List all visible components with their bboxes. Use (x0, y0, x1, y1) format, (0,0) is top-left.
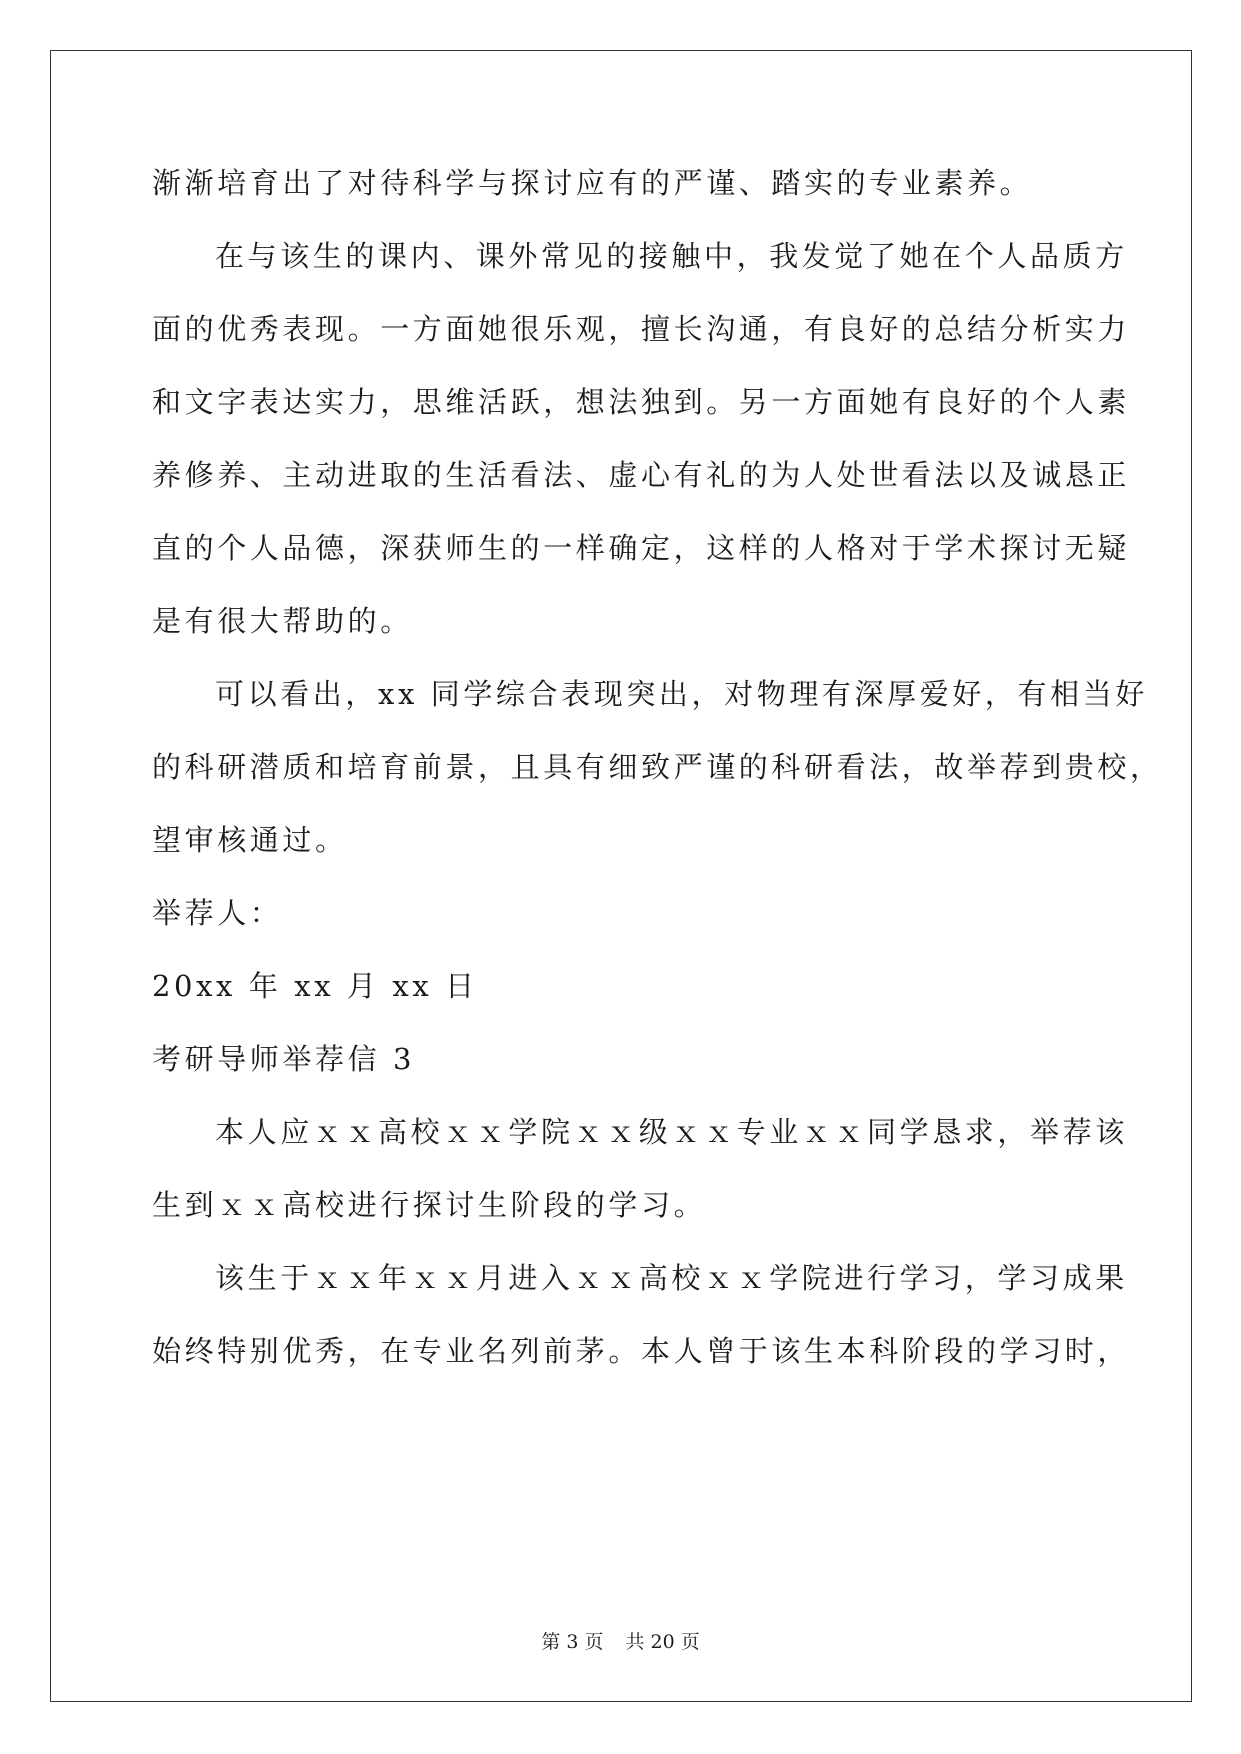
text-line: 和文字表达实力，思维活跃，想法独到。另一方面她有良好的个人素 (152, 385, 1131, 419)
text-line: 面的优秀表现。一方面她很乐观，擅长沟通，有良好的总结分析实力 (152, 312, 1131, 346)
paragraph-start-line: 该生于ｘｘ年ｘｘ月进入ｘｘ高校ｘｘ学院进行学习，学习成果 (215, 1261, 1128, 1295)
page-border (50, 50, 1192, 1702)
text-line: 养修养、主动进取的生活看法、虚心有礼的为人处世看法以及诚恳正 (152, 458, 1131, 492)
text-line: 生到ｘｘ高校进行探讨生阶段的学习。 (152, 1188, 707, 1222)
paragraph-start-line: 可以看出，xx 同学综合表现突出，对物理有深厚爱好，有相当好 (215, 677, 1148, 711)
text-line: 直的个人品德，深获师生的一样确定，这样的人格对于学术探讨无疑 (152, 531, 1131, 565)
page-footer (0, 1630, 1241, 1654)
date-line: 20xx 年 xx 月 xx 日 (152, 969, 478, 1003)
text-line: 渐渐培育出了对待科学与探讨应有的严谨、踏实的专业素养。 (152, 166, 1033, 200)
text-line: 的科研潜质和培育前景，且具有细致严谨的科研看法，故举荐到贵校， (152, 750, 1163, 784)
text-line: 是有很大帮助的。 (152, 604, 413, 638)
page-total: 共 20 页 (625, 1631, 700, 1653)
paragraph-start-line: 本人应ｘｘ高校ｘｘ学院ｘｘ级ｘｘ专业ｘｘ同学恳求，举荐该 (215, 1115, 1128, 1149)
text-line: 望审核通过。 (152, 823, 348, 857)
recommender-label: 举荐人： (152, 896, 283, 930)
section-heading: 考研导师举荐信 3 (152, 1042, 416, 1076)
paragraph-start-line: 在与该生的课内、课外常见的接触中，我发觉了她在个人品质方 (215, 239, 1128, 273)
page-number: 第 3 页 (541, 1631, 604, 1653)
text-line: 始终特别优秀，在专业名列前茅。本人曾于该生本科阶段的学习时， (152, 1334, 1131, 1368)
